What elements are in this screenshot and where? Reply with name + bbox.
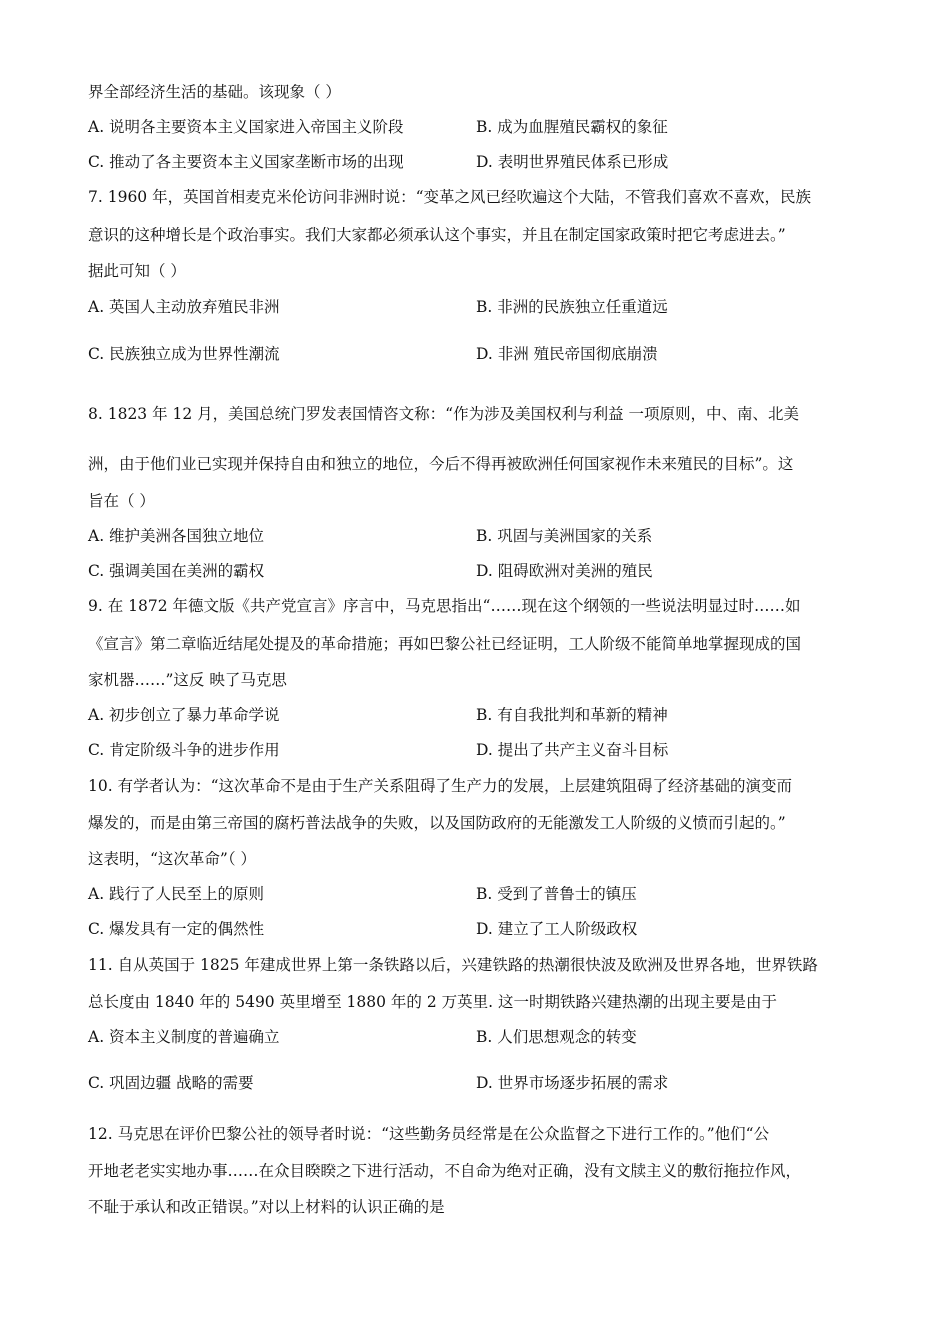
question-7-line-1: 7. 1960 年，英国首相麦克米伦访问非洲时说：“变革之风已经吹遍这个大陆，不管我们喜欢不喜欢，民族 <box>88 188 812 206</box>
question-11-option-c: C. 巩固边疆 战略的需要 <box>88 1074 254 1092</box>
question-6-option-c: C. 推动了各主要资本主义国家垄断市场的出现 <box>88 153 404 171</box>
question-8-option-c: C. 强调美国在美洲的霸权 <box>88 562 265 580</box>
question-10-option-d: D. 建立了工人阶级政权 <box>476 920 638 938</box>
question-11-line-2: 总长度由 1840 年的 5490 英里增至 1880 年的 2 万英里. 这一时期铁路兴建热潮的出现主要是由于 <box>88 993 777 1011</box>
question-8-option-d: D. 阻碍欧洲对美洲的殖民 <box>476 562 653 580</box>
question-7-line-2: 意识的这种增长是个政治事实。我们大家都必须承认这个事实，并且在制定国家政策时把它考虑进去。” <box>88 226 786 244</box>
question-11-option-a: A. 资本主义制度的普遍确立 <box>88 1028 280 1046</box>
question-9-line-3: 家机器……”这反 映了马克思 <box>88 671 287 689</box>
question-11-line-1: 11. 自从英国于 1825 年建成世界上第一条铁路以后，兴建铁路的热潮很快波及欧洲及世界各地，世界铁路 <box>88 956 818 974</box>
question-8-line-1: 8. 1823 年 12 月，美国总统门罗发表国情咨文称：“作为涉及美国权利与利益 一项原则，中、南、北美 <box>88 405 800 423</box>
question-9-line-2: 《宣言》第二章临近结尾处提及的革命措施；再如巴黎公社已经证明，工人阶级不能简单地掌握现成的国 <box>88 635 802 653</box>
question-7-line-3: 据此可知（ ） <box>88 262 186 280</box>
question-10-option-c: C. 爆发具有一定的偶然性 <box>88 920 265 938</box>
question-6-option-d: D. 表明世界殖民体系已形成 <box>476 153 669 171</box>
question-10-line-3: 这表明，“这次革命”（ ） <box>88 850 257 868</box>
question-9-option-d: D. 提出了共产主义奋斗目标 <box>476 741 669 759</box>
question-7-option-a: A. 英国人主动放弃殖民非洲 <box>88 298 280 316</box>
question-9-option-a: A. 初步创立了暴力革命学说 <box>88 706 280 724</box>
question-9-line-1: 9. 在 1872 年德文版《共产党宣言》序言中，马克思指出“……现在这个纲领的一些说法明显过时……如 <box>88 597 801 615</box>
question-6-option-b: B. 成为血腥殖民霸权的象征 <box>476 118 668 136</box>
question-9-option-b: B. 有自我批判和革新的精神 <box>476 706 668 724</box>
question-11-option-d: D. 世界市场逐步拓展的需求 <box>476 1074 669 1092</box>
question-10-line-2: 爆发的，而是由第三帝国的腐朽普法战争的失败，以及国防政府的无能激发工人阶级的义愤而引起的。” <box>88 814 786 832</box>
question-10-line-1: 10. 有学者认为：“这次革命不是由于生产关系阻碍了生产力的发展，上层建筑阻碍了经济基础的演变而 <box>88 777 793 795</box>
question-11-option-b: B. 人们思想观念的转变 <box>476 1028 637 1046</box>
question-8-option-b: B. 巩固与美洲国家的关系 <box>476 527 653 545</box>
question-6-stem-tail: 界全部经济生活的基础。该现象（ ） <box>88 83 341 101</box>
question-8-line-2: 洲，由于他们业已实现并保持自由和独立的地位，今后不得再被欧洲任何国家视作未来殖民的目标”。这 <box>88 455 794 473</box>
question-12-line-3: 不耻于承认和改正错误。”对以上材料的认识正确的是 <box>88 1198 445 1216</box>
question-12-line-1: 12. 马克思在评价巴黎公社的领导者时说：“这些勤务员经常是在公众监督之下进行工作的。”他们“公 <box>88 1125 770 1143</box>
question-8-line-3: 旨在（ ） <box>88 492 155 510</box>
question-10-option-b: B. 受到了普鲁士的镇压 <box>476 885 637 903</box>
question-7-option-b: B. 非洲的民族独立任重道远 <box>476 298 668 316</box>
question-9-option-c: C. 肯定阶级斗争的进步作用 <box>88 741 280 759</box>
question-8-option-a: A. 维护美洲各国独立地位 <box>88 527 265 545</box>
question-12-line-2: 开地老老实实地办事……在众目睽睽之下进行活动，不自命为绝对正确，没有文牍主义的敷衍拖拉作风， <box>88 1162 802 1180</box>
question-7-option-c: C. 民族独立成为世界性潮流 <box>88 345 280 363</box>
question-6-option-a: A. 说明各主要资本主义国家进入帝国主义阶段 <box>88 118 404 136</box>
question-7-option-d: D. 非洲 殖民帝国彻底崩溃 <box>476 345 658 363</box>
question-10-option-a: A. 践行了人民至上的原则 <box>88 885 265 903</box>
